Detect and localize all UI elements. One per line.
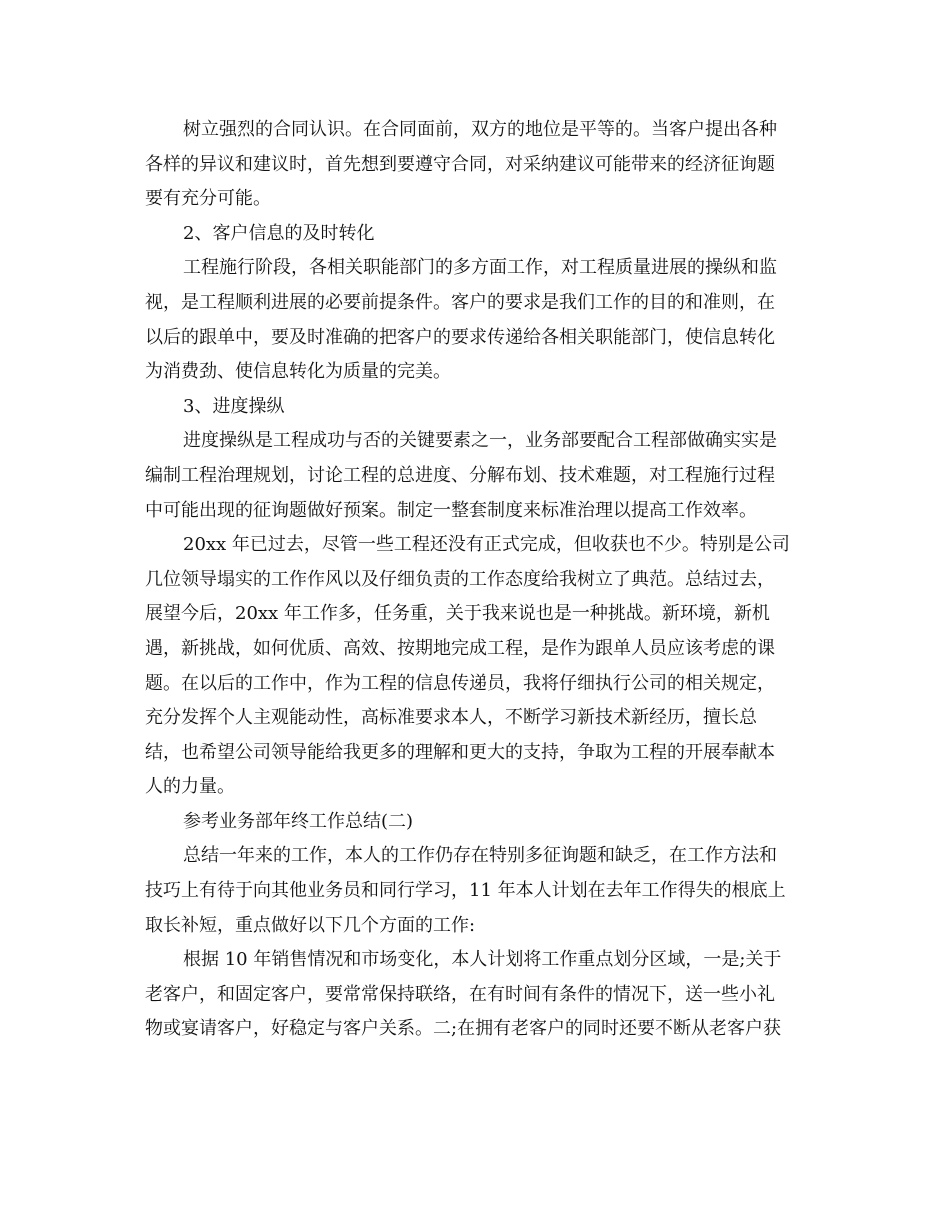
document-body xyxy=(145,113,805,1047)
paragraph-progress-control: 进度操纵是工程成功与否的关键要素之一，业务部要配合工程部做确实实是 编制工程治理规划，讨论工程的总进度、分解布划、技术难题，对工程施行过程 中可能出现的征询题做好预案。制定一整套制度来标准治理以提高工作效率。 xyxy=(145,430,777,521)
paragraph-year-summary: 20xx 年已过去，尽管一些工程还没有正式完成，但收获也不少。特别是公司 几位领导塌实的工作作风以及仔细负责的工作态度给我树立了典范。总结过去， 展望今后，20xx 年工作多，任务重，关于我来说也是一种挑战。新环境，新机 遇，新挑战，如何优质、高效、按期地完成工程，是作为跟单人员应该考虑的课 题。在以后的工作中，作为工程的信息传递员，我将仔细执行公司的相关规定， 充分发挥个人主观能动性，高标准要求本人，不断学习新技术新经历，擅长总 结，也希望公司领导能给我更多的理解和更大的支持，争取为工程的开展奉献本 人的力量。 xyxy=(145,534,790,798)
paragraph-contract-awareness: 树立强烈的合同认识。在合同面前，双方的地位是平等的。当客户提出各种 各样的异议和建议时，首先想到要遵守合同，对采纳建议可能带来的经济征询题 要有充分可能。 xyxy=(145,119,777,210)
section-heading-progress-control: 3、进度操纵 xyxy=(183,395,285,417)
paragraph-customer-info: 工程施行阶段，各相关职能部门的多方面工作，对工程质量进展的操纵和监 视，是工程顺利进展的必要前提条件。客户的要求是我们工作的目的和准则，在 以后的跟单中，要及时准确的把客户的要求传递给各相关职能部门，使信息转化 为消费劲、使信息转化为质量的完美。 xyxy=(145,257,777,383)
section-heading-customer-info: 2、客户信息的及时转化 xyxy=(183,222,375,244)
paragraph-sales-plan: 根据 10 年销售情况和市场变化，本人计划将工作重点划分区域，一是;关于 老客户，和固定客户，要常常保持联络，在有时间有条件的情况下，送一些小礼 物或宴请客户，好稳定与客户关系。二;在拥有老客户的同时还要不断从老客户获 xyxy=(145,949,782,1040)
paragraph-shortcomings: 总结一年来的工作，本人的工作仍存在特别多征询题和缺乏，在工作方法和 技巧上有待于向其他业务员和同行学习，11 年本人计划在去年工作得失的根底上 取长补短，重点做好以下几个方面的工作: xyxy=(145,845,786,936)
section-title-summary-two: 参考业务部年终工作总结(二) xyxy=(183,810,414,832)
